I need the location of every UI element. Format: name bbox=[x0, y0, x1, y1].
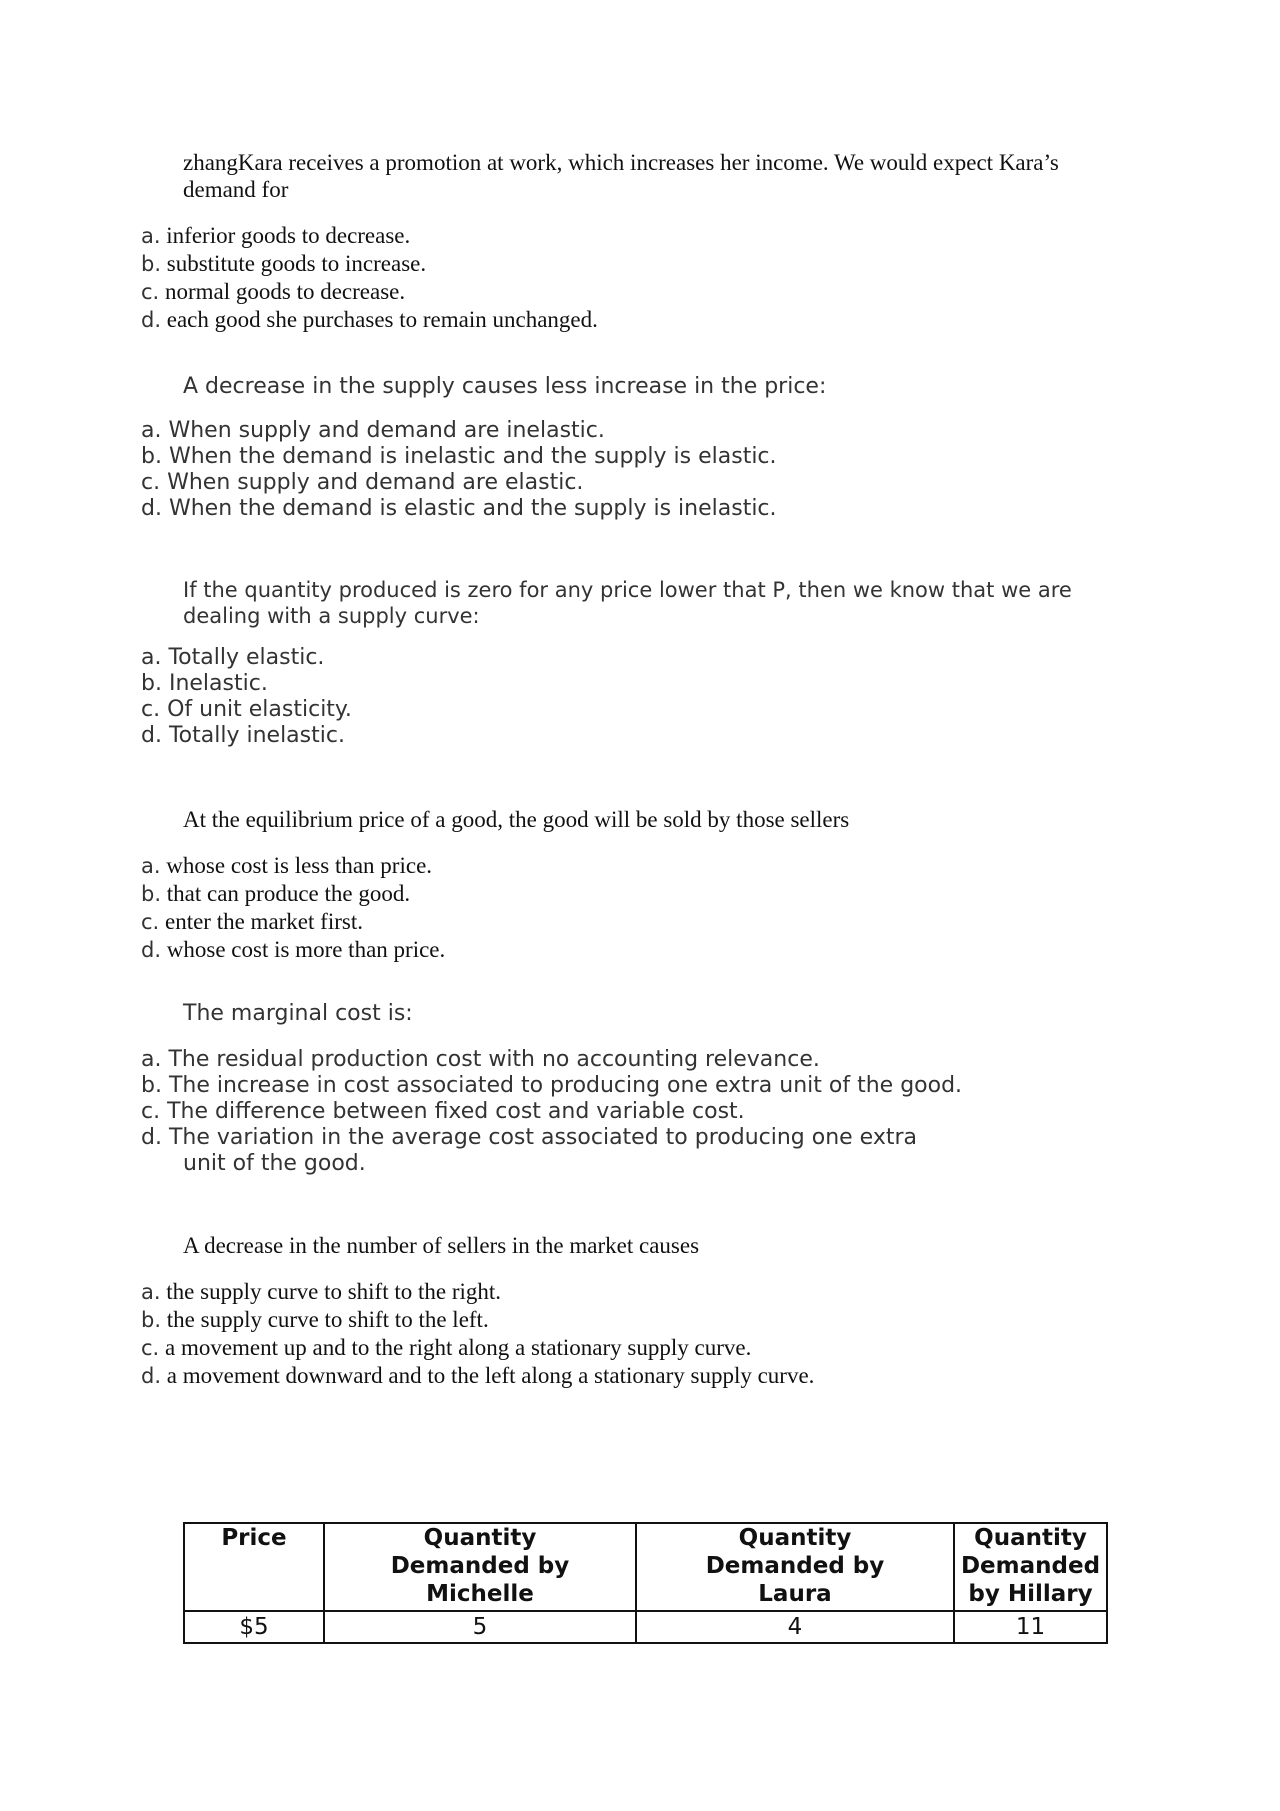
option-1a bbox=[141, 222, 1101, 250]
question-1-text: zhangKara receives a promotion at work, which increases her income. We would expect Kara’s demand for bbox=[183, 150, 1059, 202]
option-5c bbox=[141, 1099, 1101, 1125]
option-text: whose cost is less than price. bbox=[166, 853, 433, 878]
option-text: Totally inelastic. bbox=[168, 723, 345, 748]
option-letter: c. bbox=[141, 1099, 161, 1124]
option-text: normal goods to decrease. bbox=[164, 279, 406, 304]
option-text: a movement downward and to the left along a stationary supply curve. bbox=[166, 1363, 815, 1388]
option-text: whose cost is more than price. bbox=[166, 937, 446, 962]
option-5a bbox=[141, 1047, 1101, 1073]
question-1-options bbox=[141, 222, 1101, 334]
option-letter: a. bbox=[141, 1047, 162, 1072]
cell-laura: 4 bbox=[636, 1611, 954, 1643]
option-text: The increase in cost associated to producing one extra unit of the good. bbox=[168, 1073, 963, 1098]
option-letter: c. bbox=[141, 1336, 160, 1360]
header-price: Price bbox=[184, 1523, 324, 1611]
option-text: Of unit elasticity. bbox=[167, 697, 352, 722]
option-text: each good she purchases to remain unchanged. bbox=[166, 307, 598, 332]
table-header-row bbox=[184, 1523, 1107, 1611]
question-6-text: A decrease in the number of sellers in the market causes bbox=[183, 1233, 700, 1258]
question-5-options bbox=[141, 1047, 1101, 1177]
option-4b bbox=[141, 880, 1101, 908]
option-letter: c. bbox=[141, 910, 160, 934]
table-row bbox=[184, 1611, 1107, 1643]
option-4d bbox=[141, 936, 1101, 964]
cell-price: $5 bbox=[184, 1611, 324, 1643]
option-text: Inelastic. bbox=[168, 671, 268, 696]
option-letter: a. bbox=[141, 418, 162, 443]
option-text: When supply and demand are inelastic. bbox=[168, 418, 605, 443]
option-text: substitute goods to increase. bbox=[166, 251, 427, 276]
option-text: When supply and demand are elastic. bbox=[167, 470, 584, 495]
option-1b bbox=[141, 250, 1101, 278]
cell-hillary: 11 bbox=[954, 1611, 1107, 1643]
option-text: Totally elastic. bbox=[168, 645, 325, 670]
question-3-text: If the quantity produced is zero for any price lower that P, then we know that we are dealing with a supply curve: bbox=[183, 578, 1072, 628]
option-letter: d. bbox=[141, 1125, 162, 1150]
option-2c bbox=[141, 470, 1101, 496]
option-letter: a. bbox=[141, 854, 161, 878]
option-letter: b. bbox=[141, 882, 162, 906]
cell-michelle: 5 bbox=[324, 1611, 636, 1643]
option-6a bbox=[141, 1278, 1101, 1306]
option-5b bbox=[141, 1073, 1101, 1099]
option-2a bbox=[141, 418, 1101, 444]
option-3a bbox=[141, 645, 1101, 671]
option-2d bbox=[141, 496, 1101, 522]
option-letter: b. bbox=[141, 252, 162, 276]
option-letter: d. bbox=[141, 1364, 162, 1388]
option-letter: d. bbox=[141, 938, 162, 962]
option-6b bbox=[141, 1306, 1101, 1334]
option-6d bbox=[141, 1362, 1101, 1390]
quantity-demanded-table bbox=[183, 1522, 1108, 1644]
question-4-options bbox=[141, 852, 1101, 964]
option-letter: c. bbox=[141, 280, 160, 304]
option-text: the supply curve to shift to the left. bbox=[166, 1307, 489, 1332]
option-6c bbox=[141, 1334, 1101, 1362]
question-3-options bbox=[141, 645, 1101, 749]
option-text: that can produce the good. bbox=[166, 881, 411, 906]
option-letter: d. bbox=[141, 308, 162, 332]
question-2-text: A decrease in the supply causes less increase in the price: bbox=[183, 374, 827, 399]
option-text: enter the market first. bbox=[164, 909, 363, 934]
question-5-text: The marginal cost is: bbox=[183, 1001, 413, 1026]
option-2b bbox=[141, 444, 1101, 470]
option-text: The difference between fixed cost and variable cost. bbox=[167, 1099, 745, 1124]
option-text: The variation in the average cost associated to producing one extra unit of the good. bbox=[168, 1125, 918, 1176]
option-4c bbox=[141, 908, 1101, 936]
option-letter: b. bbox=[141, 671, 162, 696]
option-letter: d. bbox=[141, 496, 162, 521]
header-laura: Quantity Demanded by Laura bbox=[636, 1523, 954, 1611]
option-letter: b. bbox=[141, 444, 162, 469]
option-3d bbox=[141, 723, 1101, 749]
option-letter: c. bbox=[141, 697, 161, 722]
question-6-options bbox=[141, 1278, 1101, 1390]
option-1c bbox=[141, 278, 1101, 306]
option-3b bbox=[141, 671, 1101, 697]
option-text: the supply curve to shift to the right. bbox=[166, 1279, 502, 1304]
option-letter: a. bbox=[141, 1280, 161, 1304]
option-text: When the demand is inelastic and the supply is elastic. bbox=[168, 444, 777, 469]
option-letter: c. bbox=[141, 470, 161, 495]
option-letter: b. bbox=[141, 1073, 162, 1098]
option-letter: d. bbox=[141, 723, 162, 748]
question-2-options bbox=[141, 418, 1101, 522]
option-5d bbox=[141, 1125, 1101, 1177]
option-letter: a. bbox=[141, 224, 161, 248]
option-1d bbox=[141, 306, 1101, 334]
option-letter: b. bbox=[141, 1308, 162, 1332]
option-text: inferior goods to decrease. bbox=[166, 223, 411, 248]
option-letter: a. bbox=[141, 645, 162, 670]
header-hillary: Quantity Demanded by Hillary bbox=[954, 1523, 1107, 1611]
option-4a bbox=[141, 852, 1101, 880]
option-text: When the demand is elastic and the supply is inelastic. bbox=[168, 496, 777, 521]
option-text: a movement up and to the right along a stationary supply curve. bbox=[164, 1335, 752, 1360]
option-3c bbox=[141, 697, 1101, 723]
header-michelle: Quantity Demanded by Michelle bbox=[324, 1523, 636, 1611]
question-4-text: At the equilibrium price of a good, the good will be sold by those sellers bbox=[183, 807, 850, 832]
option-text: The residual production cost with no accounting relevance. bbox=[168, 1047, 820, 1072]
